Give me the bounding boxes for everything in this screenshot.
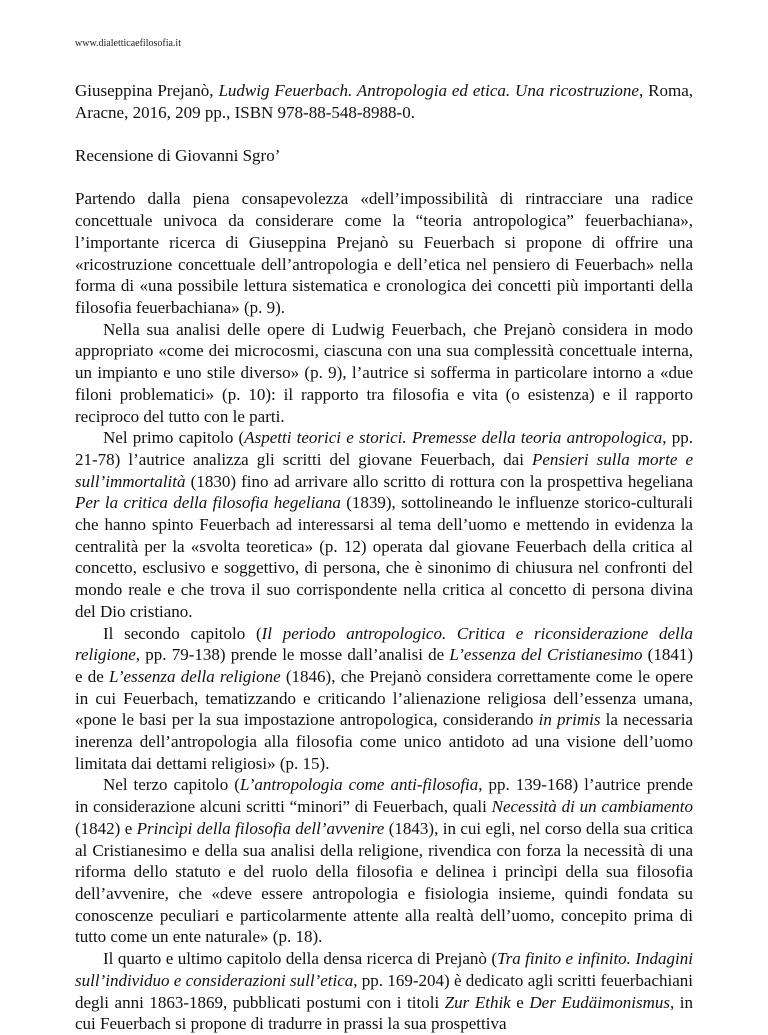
body-paragraph (75, 427, 693, 622)
text-run: , pp. 21-78) l’autrice analizza gli scritti del giovane Feuerbach, dai (75, 428, 694, 469)
body-paragraph (75, 188, 693, 318)
italic-title: L’essenza del Cristianesimo (449, 645, 643, 665)
italic-title: Necessità di un cambiamento (491, 797, 694, 817)
italic-title: L’essenza della religione (109, 666, 281, 686)
text-run: , pp. 79-138) prende le mosse dall’analisi de (135, 645, 450, 665)
text-run: Nel terzo capitolo ( (103, 775, 240, 795)
citation-details: , Roma, Aracne, 2016, 209 pp., ISBN 978-88-548-8988-0. (75, 81, 694, 122)
italic-title: Princìpi della filosofia dell’avvenire (136, 818, 385, 838)
body-paragraph (75, 623, 693, 775)
text-run: (1846), che Prejanò considera correttamente come le opere in cui Feuerbach, tematizzando e criticando l’alienazione religiosa dell’essenza umana, «pone le basi per la sua impostazione antropologica, considerando (75, 666, 693, 730)
body-paragraph (75, 948, 693, 1035)
citation-title: Ludwig Feuerbach. Antropologia ed etica. Una ricostruzione (218, 81, 639, 100)
text-run: Il secondo capitolo ( (103, 623, 262, 643)
text-run: e (510, 992, 530, 1012)
text-run: Il quarto e ultimo capitolo della densa ricerca di Prejanò ( (103, 949, 498, 969)
document-body (75, 80, 693, 1035)
reviewer-line: Recensione di Giovanni Sgro’ (75, 146, 281, 166)
italic-title: Per la critica della filosofia hegeliana (75, 493, 341, 513)
text-run: Partendo dalla piena consapevolezza «dell’impossibilità di rintracciare una radice concettuale univoca da considerare come la “teoria antropologica” feuerbachiana», l’importante ricerca di Giuseppina Prejanò su Feuerbach si propone di offrire una «ricostruzione concettuale dell’antropologia e dell’etica nel pensiero di Feuerbach» nella forma di «una possibile lettura sistematica e cronologica dei concetti più importanti della filosofia feuerbachiana» (p. 9). (75, 189, 693, 317)
body-paragraph (75, 774, 693, 948)
citation-author: Giuseppina Prejanò, (75, 81, 219, 100)
text-run: , pp. 139-168) l’autrice prende in considerazione alcuni scritti “minori” di Feuerbach, quali (75, 775, 693, 817)
site-header: www.dialetticaefilosofia.it (75, 38, 181, 49)
italic-title: Il periodo antropologico. Critica e riconsiderazione della religione (75, 623, 693, 665)
italic-title: Tra finito e infinito. Indagini sull’individuo e considerazioni sull’etica (75, 949, 694, 990)
text-run: (1830) fino ad arrivare allo scritto di rottura con la prospettiva hegeliana (185, 471, 693, 491)
text-run: (1839), sottolineando le influenze storico-culturali che hanno spinto Feuerbach ad interessarsi al tema dell’uomo e mettendo in evidenza la centralità per la «svolta teoretica» (p. 12) operata dal giovane Feuerbach della critica al concetto, esclusivo e soggettivo, di persona, che è sinonimo di chiusura nel confronti del mondo reale e che trova il suo corrispondente nella critica al concetto di persona divina del Dio cristiano. (75, 493, 693, 621)
text-run: , pp. 169-204) è dedicato agli scritti feuerbachiani degli anni 1863-1869, pubblicati postumi con i titoli (75, 970, 693, 1012)
italic-title: Aspetti teorici e storici. Premesse della teoria antropologica (244, 428, 663, 448)
review-paragraphs (75, 188, 693, 1034)
text-run: (1841) e de (75, 645, 693, 686)
italic-title: Zur Ethik (444, 992, 511, 1012)
text-run: (1843), in cui egli, nel corso della sua critica al Cristianesimo e della sua analisi della religione, rivendica con forza la necessità di una riforma dello statuto e del ruolo della filosofia e delinea i princìpi della sua filosofia dell’avvenire, che «deve essere antropologia e fisiologia insieme, quindi fondata su conoscenze peculiari e particolarmente attente alla realtà dell’uomo, concepito prima di tutto come un ente naturale» (p. 18). (75, 818, 694, 947)
book-citation (75, 80, 693, 123)
body-paragraph (75, 319, 693, 428)
text-run: la necessaria inerenza dell’antropologia alla filosofia come unico antidoto ad una visione dell’uomo limitata dai dettami religiosi» (p. 15). (75, 710, 693, 773)
italic-title: Pensieri sulla morte e sull’immortalità (75, 449, 694, 491)
text-run: (1842) e (75, 818, 137, 838)
italic-title: Der Eudäimonismus (529, 992, 670, 1012)
text-run: Nella sua analisi delle opere di Ludwig Feuerbach, che Prejanò considera in modo appropriato «come dei microcosmi, ciascuna con una sua complessità concettuale interna, un impianto e uno stile diverso» (p. 9), l’autrice si sofferma in particolare intorno a «due filoni problematici» (p. 10): il rapporto tra filosofia e vita (o esistenza) e il rapporto reciproco del tutto con le parti. (75, 319, 693, 426)
italic-title: in primis (538, 710, 601, 730)
italic-title: L’antropologia come anti-filosofia (239, 775, 479, 795)
text-run: Nel primo capitolo ( (103, 428, 245, 448)
text-run: , in cui Feuerbach si propone di tradurre in prassi la sua prospettiva (75, 992, 694, 1034)
